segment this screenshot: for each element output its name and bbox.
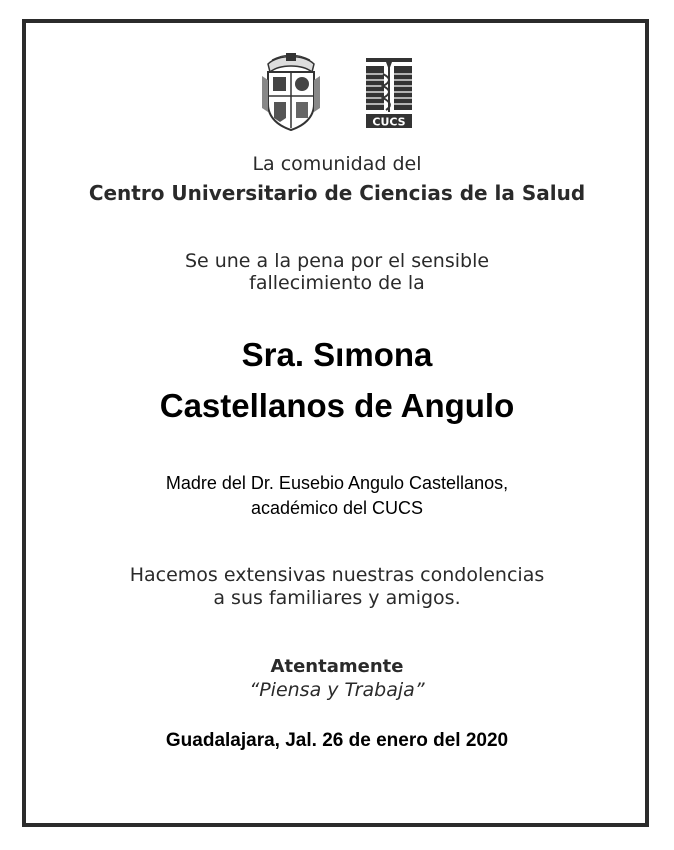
condolence-line-1: Se une a la pena por el sensible bbox=[184, 250, 490, 272]
deceased-name-line-2: Castellanos de Angulo bbox=[159, 387, 515, 424]
relation-line-2: académico del CUCS bbox=[250, 498, 424, 518]
motto-text: “Piensa y Trabaja” bbox=[249, 679, 425, 701]
logo-row bbox=[0, 52, 674, 132]
closing-text: Atentamente bbox=[270, 656, 404, 677]
intro-line-2: Centro Universitario de Ciencias de la Salud bbox=[88, 181, 586, 205]
university-shield-icon bbox=[258, 52, 324, 132]
place-date: Guadalajara, Jal. 26 de enero del 2020 bbox=[165, 730, 509, 751]
relation-line-1: Madre del Dr. Eusebio Angulo Castellanos, bbox=[165, 473, 509, 493]
condolence-line-2: fallecimiento de la bbox=[249, 272, 425, 294]
extend-condolences-line-1: Hacemos extensivas nuestras condolencias bbox=[129, 564, 545, 586]
intro-line-1: La comunidad del bbox=[252, 153, 422, 175]
cucs-logo-text: CUCS bbox=[372, 115, 406, 129]
extend-condolences-line-2: a sus familiares y amigos. bbox=[213, 587, 461, 609]
cucs-emblem-icon bbox=[362, 54, 416, 130]
deceased-name-line-1: Sra. Sımona bbox=[241, 336, 433, 373]
